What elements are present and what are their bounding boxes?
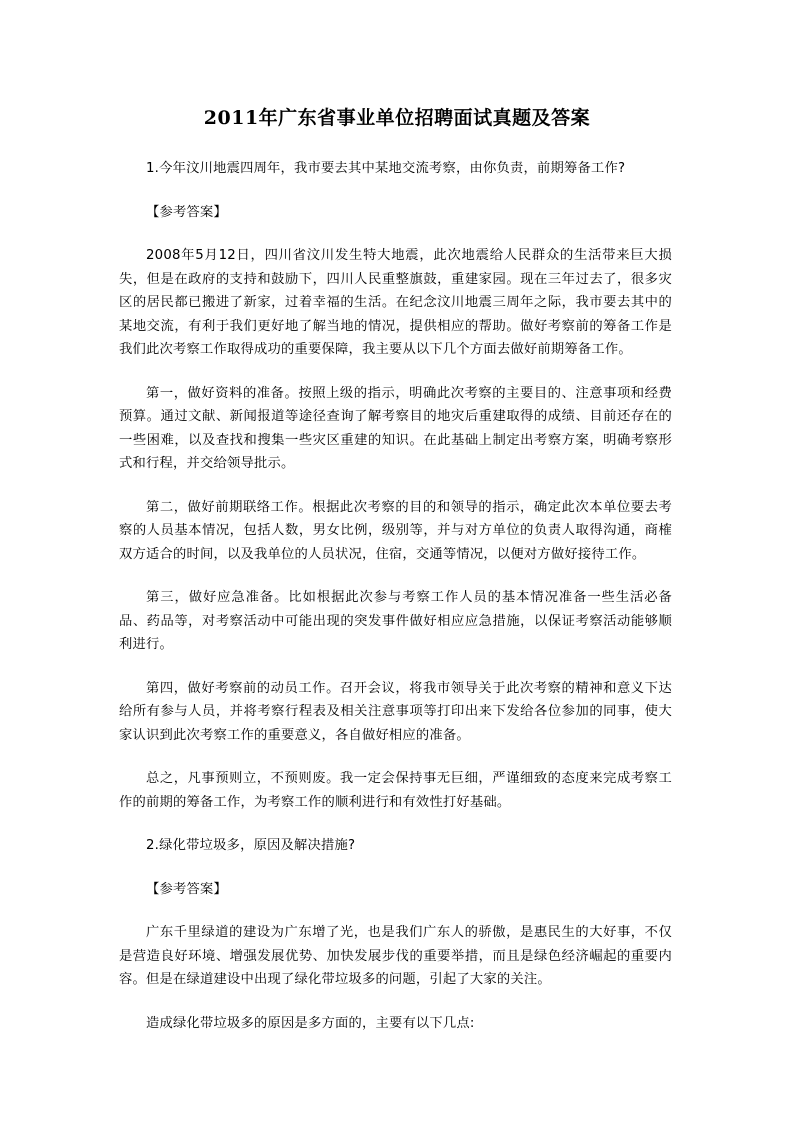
document-body [119, 157, 672, 1055]
answer-1-point-3: 第三，做好应急准备。比如根据此次参与考察工作人员的基本情况准备一些生活必备品、药品等，对考察活动中可能出现的突发事件做好相应应急措施，以保证考察活动能够顺利进行。 [119, 590, 672, 652]
document-title: 2011年广东省事业单位招聘面试真题及答案 [203, 107, 591, 129]
answer-label-2: 【参考答案】 [146, 881, 227, 897]
answer-1-conclusion: 总之，凡事预则立，不预则废。我一定会保持事无巨细，严谨细致的态度来完成考察工作的前期的筹备工作，为考察工作的顺利进行和有效性打好基础。 [119, 771, 672, 810]
answer-label-1: 【参考答案】 [146, 204, 227, 220]
answer-1-point-4: 第四，做好考察前的动员工作。召开会议，将我市领导关于此次考察的精神和意义下达给所有参与人员，并将考察行程表及相关注意事项等打印出来下发给各位参加的同事，使大家认识到此次考察工作的重要意义，各自做好相应的准备。 [119, 680, 672, 743]
answer-1-intro: 2008年5月12日，四川省汶川发生特大地震，此次地震给人民群众的生活带来巨大损失，但是在政府的支持和鼓励下，四川人民重整旗鼓，重建家园。现在三年过去了，很多灾区的居民都已搬进了新家，过着幸福的生活。在纪念汶川地震三周年之际，我市要去其中的某地交流，有利于我们更好地了解当地的情况，提供相应的帮助。做好考察前的筹备工作是我们此次考察工作取得成功的重要保障，我主要从以下几个方面去做好前期筹备工作。 [119, 248, 672, 357]
answer-1-point-2: 第二，做好前期联络工作。根据此次考察的目的和领导的指示，确定此次本单位要去考察的人员基本情况，包括人数，男女比例，级别等，并与对方单位的负责人取得沟通，商榷双方适合的时间，以及我单位的人员状况，住宿，交通等情况，以便对方做好接待工作。 [119, 499, 672, 562]
answer-2-reasons-lead: 造成绿化带垃圾多的原因是多方面的，主要有以下几点: [146, 1015, 475, 1031]
answer-1-point-1: 第一，做好资料的准备。按照上级的指示，明确此次考察的主要目的、注意事项和经费预算。通过文献、新闻报道等途径查询了解考察目的地灾后重建取得的成绩、目前还存在的一些困难，以及查找和搜集一些灾区重建的知识。在此基础上制定出考察方案，明确考察形式和行程，并交给领导批示。 [119, 385, 672, 471]
question-1: 1.今年汶川地震四周年，我市要去其中某地交流考察，由你负责，前期筹备工作? [146, 161, 626, 176]
answer-2-intro: 广东千里绿道的建设为广东增了光，也是我们广东人的骄傲，是惠民生的大好事，不仅是营造良好环境、增强发展优势、加快发展步伐的重要举措，而且是绿色经济崛起的重要内容。但是在绿道建设中出现了绿化带垃圾多的问题，引起了大家的关注。 [119, 925, 672, 987]
question-2: 2.绿化带垃圾多，原因及解决措施? [146, 838, 356, 853]
